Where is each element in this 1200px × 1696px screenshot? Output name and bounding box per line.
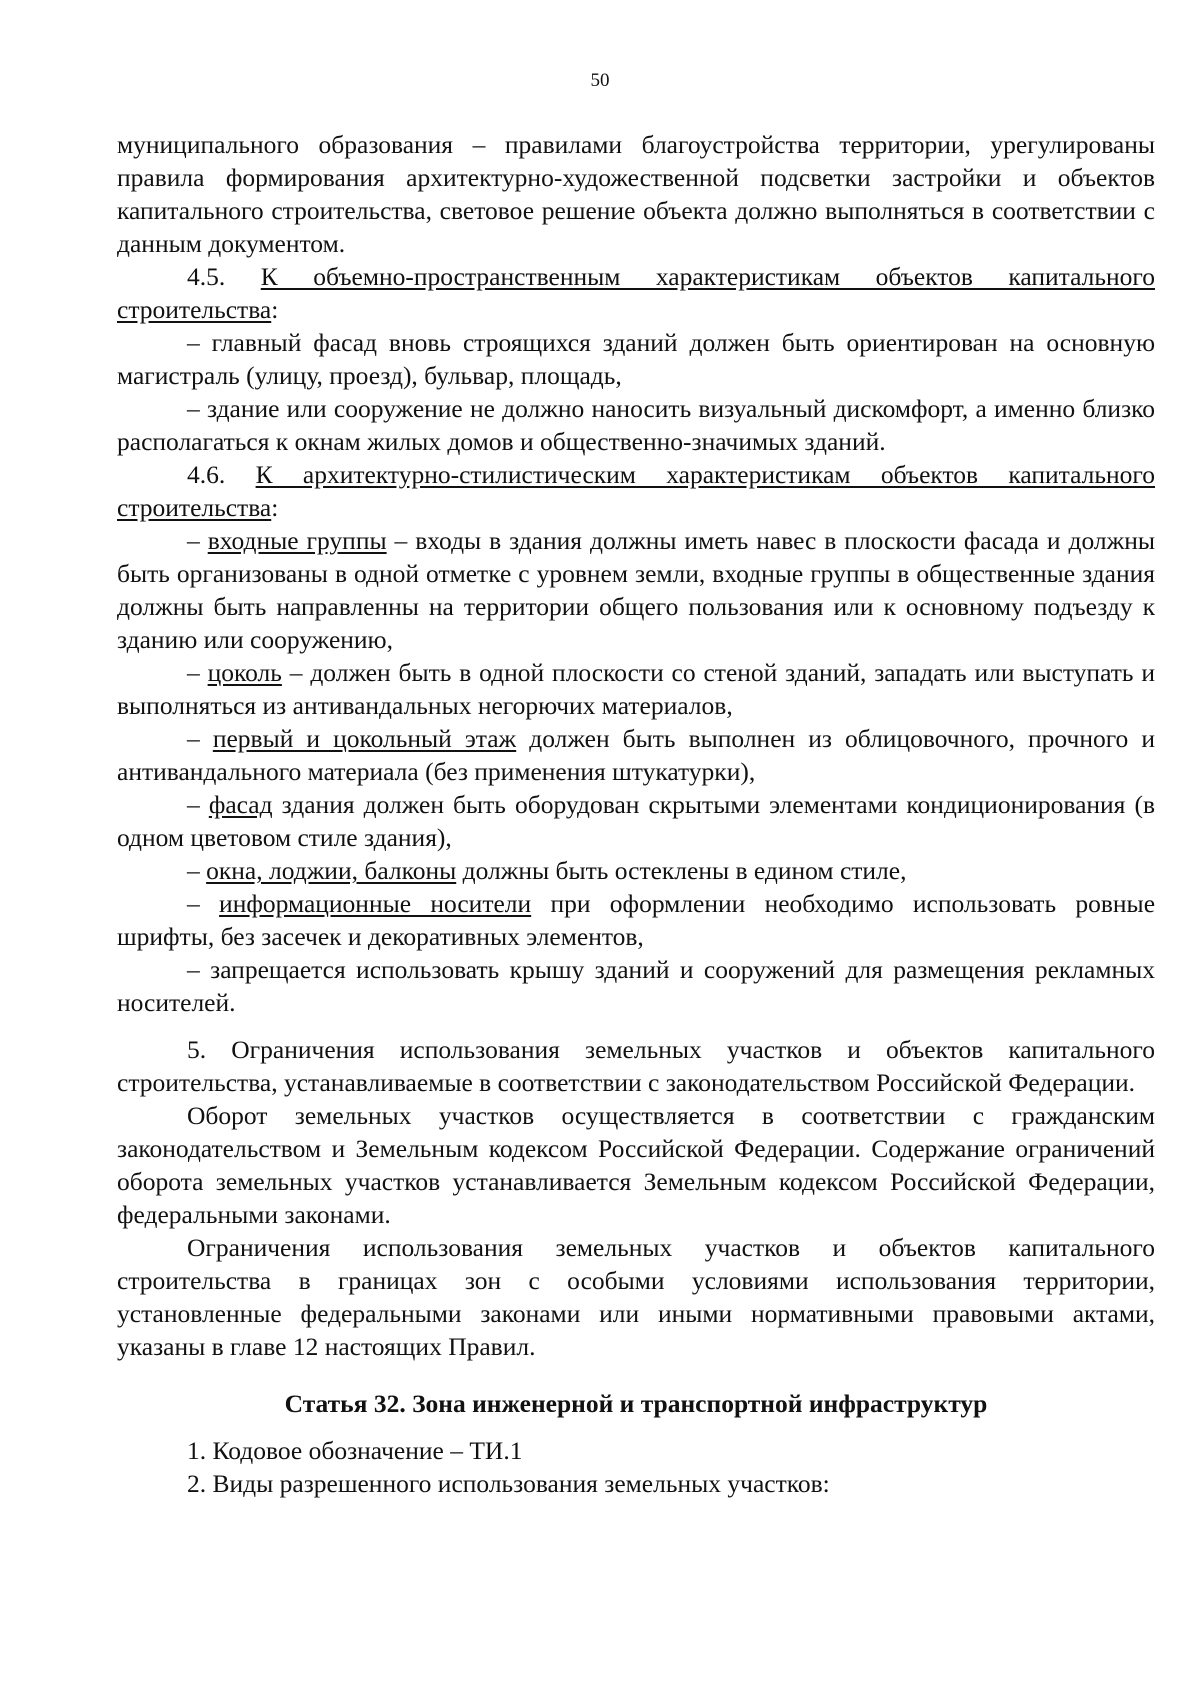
bullet-plinth: [117, 656, 1155, 722]
term-facade: фасад: [208, 790, 273, 819]
section-4-5-number: 4.5.: [187, 262, 226, 291]
term-info-carriers: информационные носители: [219, 889, 532, 918]
article-32-heading: Статья 32. Зона инженерной и транспортной инфраструктур: [284, 1389, 988, 1418]
bullet-dash: –: [187, 724, 213, 753]
bullet-text: должен быть выполнен из облицовочного, прочного и антивандального материала (без применения штукатурки),: [117, 724, 1156, 786]
bullet-dash: –: [187, 856, 207, 885]
article-item-1: 1. Кодовое обозначение – ТИ.1: [187, 1436, 523, 1465]
bullet-text: здания должен быть оборудован скрытыми элементами кондиционирования (в одном цветовом стиле здания),: [117, 790, 1155, 852]
bullet-text: – входы в здания должны иметь навес в плоскости фасада и должны быть организованы в одной отметке с уровнем земли, входные группы в общественные здания должны быть направленны на территории общего пользования или к основному подъезду к зданию или сооружению,: [117, 526, 1155, 654]
term-entrance-groups: входные группы: [207, 526, 387, 555]
bullet-info-carriers: [117, 887, 1155, 953]
paragraph-restrictions-5: 5. Ограничения использования земельных участков и объектов капитального строительства, устанавливаемые в соответствии с законодательством Российской Федерации.: [117, 1035, 1155, 1097]
term-windows: окна, лоджии, балконы: [206, 856, 457, 885]
bullet-text: при оформлении необходимо использовать ровные шрифты, без засечек и декоративных элементов,: [117, 889, 1156, 951]
page-number: 50: [590, 70, 610, 91]
section-4-5-heading: [117, 260, 1155, 326]
document-body: [117, 128, 1155, 1500]
bullet-dash: –: [187, 526, 208, 555]
term-plinth: цоколь: [207, 658, 282, 687]
bullet-dash: –: [187, 889, 220, 918]
paragraph-land-turnover: Оборот земельных участков осуществляется в соответствии с гражданским законодательством и Земельным кодексом Российской Федерации. Содержание ограничений оборота земельных участков устанавливается Земельным кодексом Российской Федерации, федеральными законами.: [117, 1101, 1155, 1229]
term-first-floor: первый и цокольный этаж: [212, 724, 517, 753]
section-4-5-title: К объемно-пространственным характеристикам объектов капитального строительства: [117, 262, 1155, 324]
bullet-entrance-groups: [117, 524, 1155, 656]
section-4-6-heading: [117, 458, 1155, 524]
bullet-main-facade: – главный фасад вновь строящихся зданий должен быть ориентирован на основную магистраль (улицу, проезд), бульвар, площадь,: [117, 328, 1155, 390]
section-4-6-colon: :: [271, 493, 279, 522]
paragraph-lighting: муниципального образования – правилами благоустройства территории, урегулированы правила формирования архитектурно-художественной подсветки застройки и объектов капитального строительства, световое решение объекта должно выполняться в соответствии с данным документом.: [117, 130, 1155, 258]
bullet-text: должны быть остеклены в едином стиле,: [456, 856, 907, 885]
bullet-windows: [117, 854, 1155, 887]
bullet-text: – должен быть в одной плоскости со стеной зданий, западать или выступать и выполняться из антивандальных негорючих материалов,: [117, 658, 1155, 720]
section-4-6-number: 4.6.: [187, 460, 226, 489]
bullet-visual-discomfort: – здание или сооружение не должно наносить визуальный дискомфорт, а именно близко располагаться к окнам жилых домов и общественно-значимых зданий.: [117, 394, 1155, 456]
bullet-roof-ads: – запрещается использовать крышу зданий и сооружений для размещения рекламных носителей.: [117, 955, 1155, 1017]
bullet-first-floor: [117, 722, 1155, 788]
paragraph-special-zones: Ограничения использования земельных участков и объектов капитального строительства в границах зон с особыми условиями использования территории, установленные федеральными законами или иными нормативными правовыми актами, указаны в главе 12 настоящих Правил.: [117, 1233, 1155, 1361]
section-4-5-colon: :: [271, 295, 279, 324]
bullet-facade: [117, 788, 1155, 854]
bullet-dash: –: [187, 790, 209, 819]
bullet-dash: –: [187, 658, 208, 687]
section-4-6-title: К архитектурно-стилистическим характеристикам объектов капитального строительства: [117, 460, 1156, 522]
article-item-2: 2. Виды разрешенного использования земельных участков:: [187, 1469, 830, 1498]
